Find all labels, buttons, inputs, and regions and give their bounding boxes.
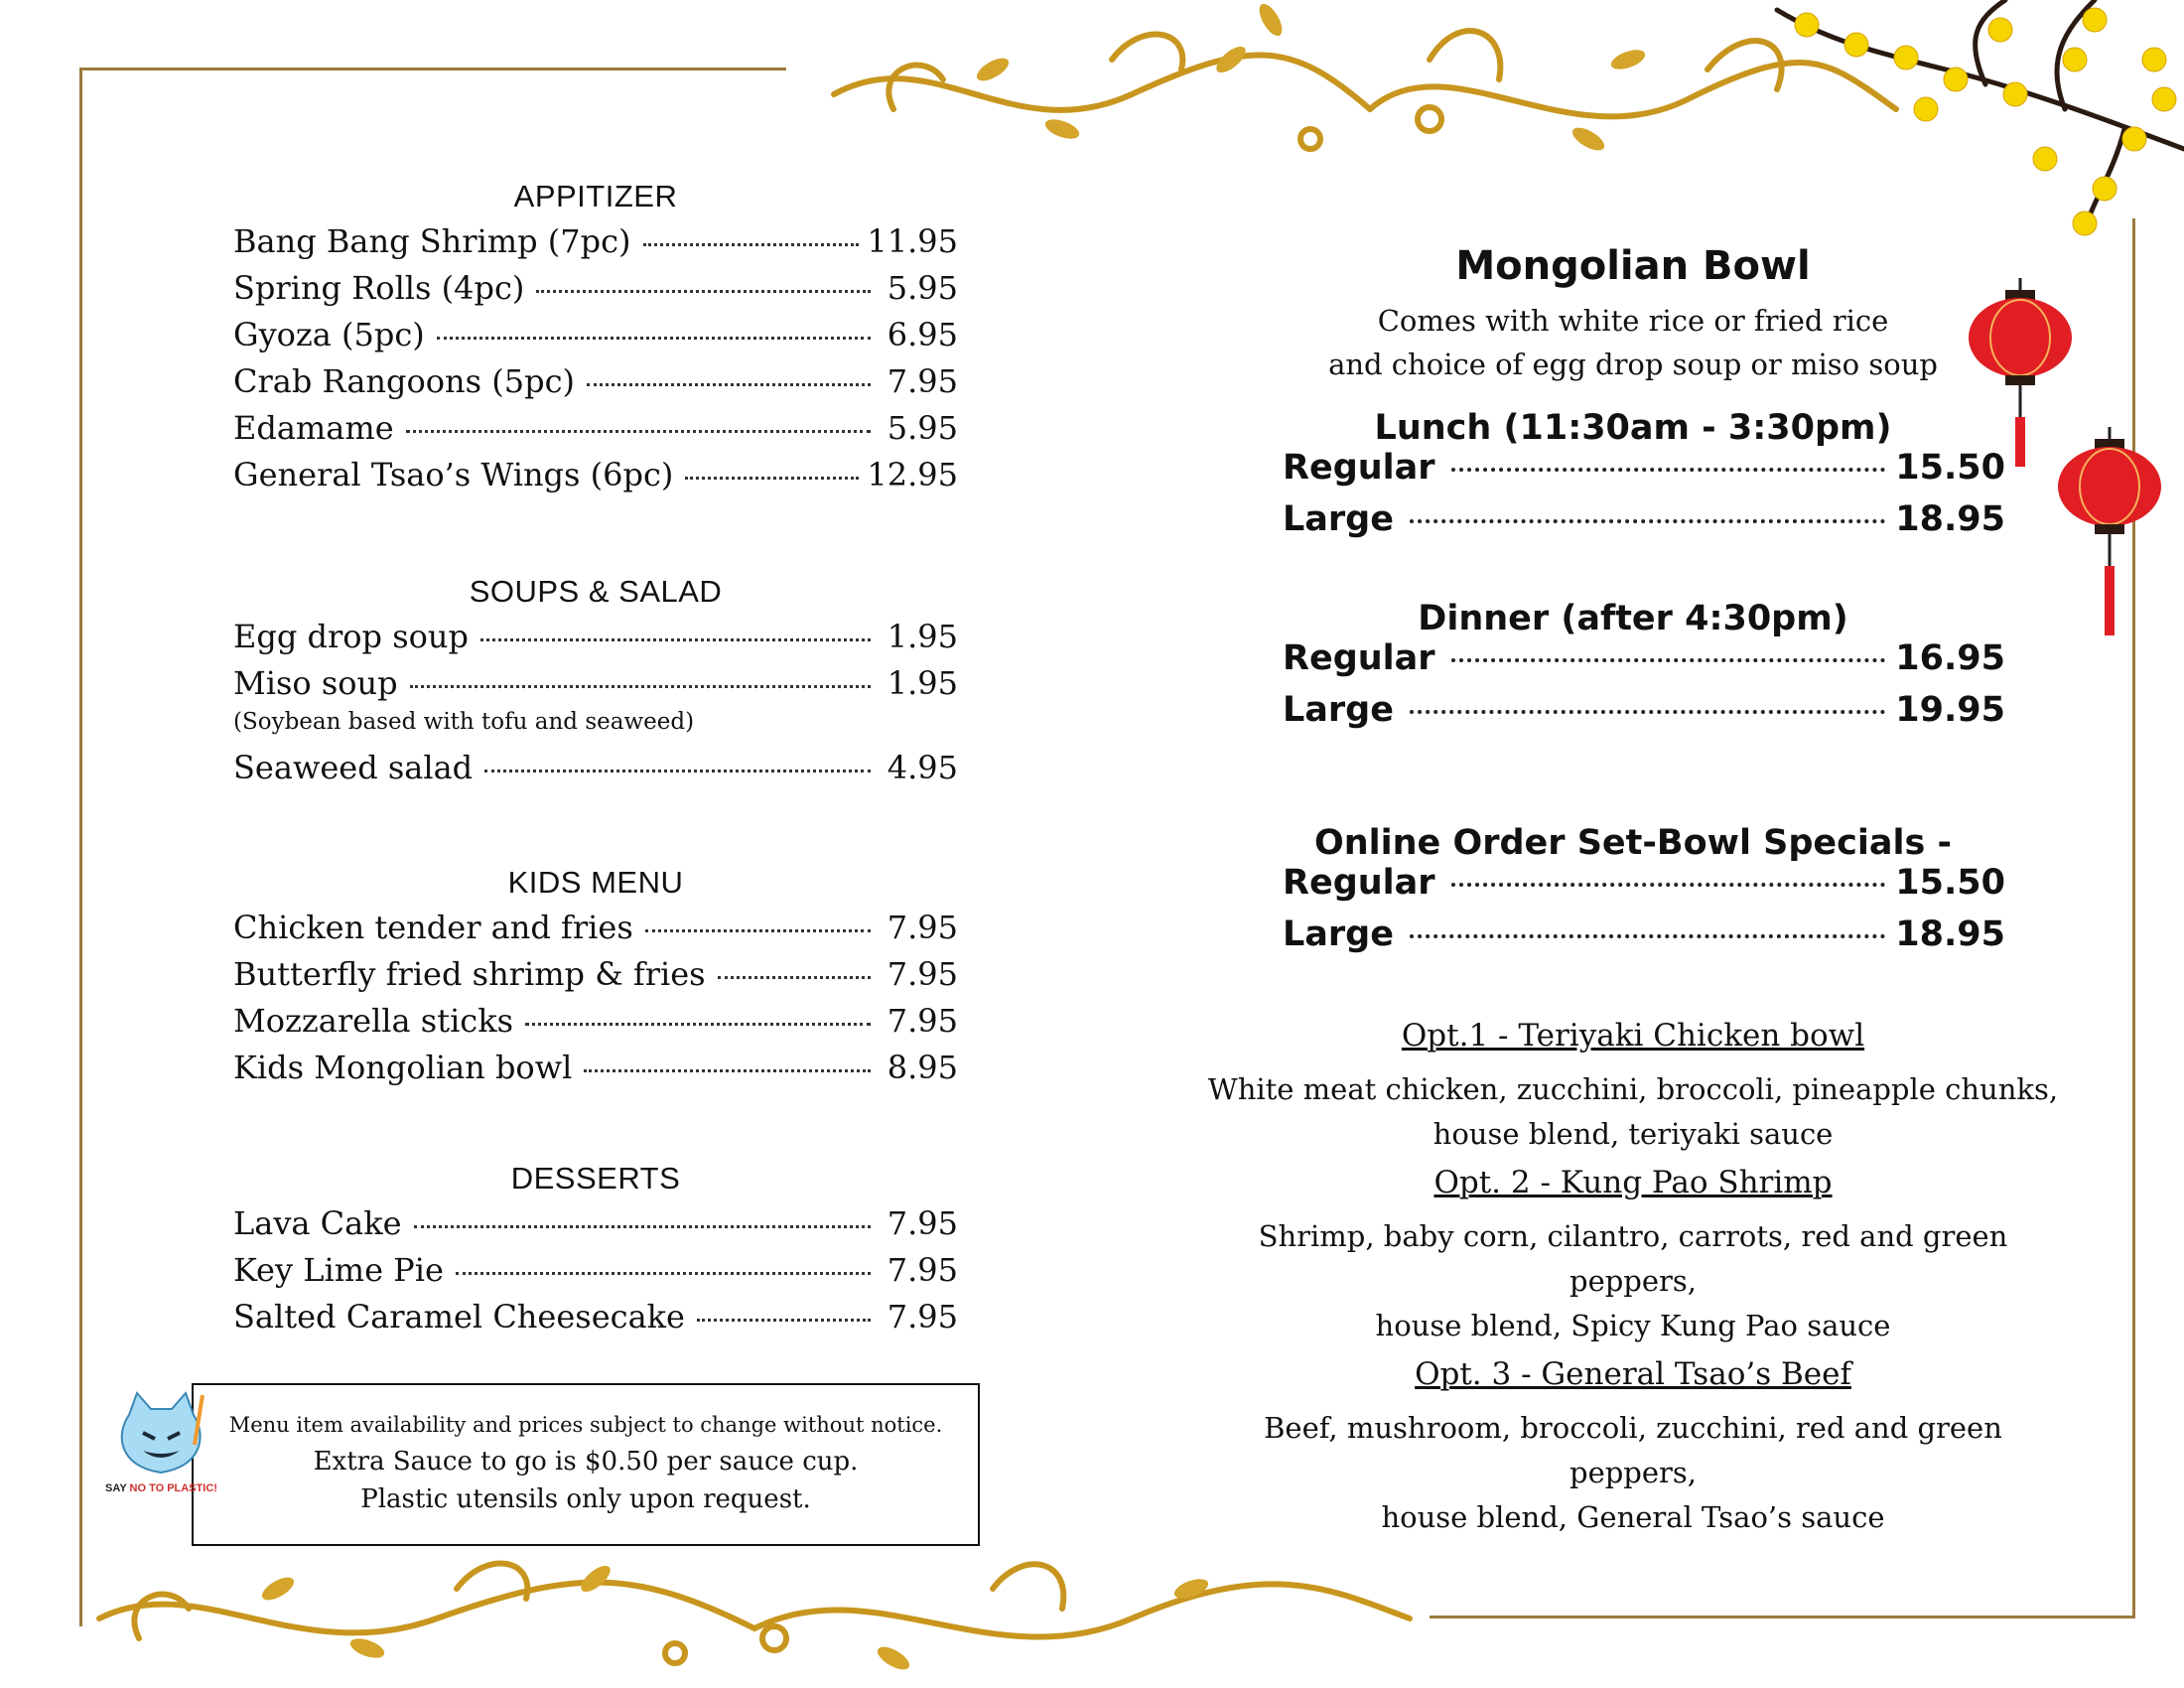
dot-leader <box>480 638 871 641</box>
plastic-bag-mascot-icon <box>99 1385 223 1480</box>
dot-leader <box>645 929 871 932</box>
item-price: 7.95 <box>887 909 958 946</box>
menu-item <box>233 955 958 1002</box>
size-name: Regular <box>1283 638 1435 678</box>
item-price: 1.95 <box>887 618 958 655</box>
size-price: 19.95 <box>1895 690 2005 730</box>
frame-left-top-line <box>79 68 786 70</box>
menu-item <box>233 749 958 795</box>
item-price: 7.95 <box>887 1298 958 1336</box>
size-price: 18.95 <box>1895 914 2005 954</box>
item-name: Egg drop soup <box>233 618 469 655</box>
red-lantern-icon <box>2050 427 2169 645</box>
item-price: 7.95 <box>887 1002 958 1040</box>
price-row <box>1283 863 2005 914</box>
dot-leader <box>1410 519 1885 523</box>
menu-item <box>233 269 958 316</box>
item-price: 7.95 <box>887 1251 958 1289</box>
menu-item <box>233 456 958 502</box>
subtitle-rice: Comes with white rice or fried rice <box>1377 304 1889 338</box>
no-plastic-badge <box>99 1385 223 1494</box>
subtitle-soup: and choice of egg drop soup or miso soup <box>1328 348 1938 381</box>
dot-leader <box>525 1023 871 1026</box>
item-name: Edamame <box>233 409 394 447</box>
item-name: Crab Rangoons (5pc) <box>233 362 575 400</box>
item-price: 8.95 <box>887 1049 958 1086</box>
price-row <box>1283 499 2005 551</box>
left-menu-column <box>233 179 958 1344</box>
dot-leader <box>410 685 871 688</box>
frame-bottom-line <box>1430 1616 2135 1618</box>
item-name: Mozzarella sticks <box>233 1002 514 1040</box>
dot-leader <box>584 1069 871 1072</box>
size-price: 16.95 <box>1895 638 2005 678</box>
badge-text: SAY NO TO PLASTIC! <box>105 1482 217 1494</box>
yellow-blossom-branch <box>1767 0 2184 258</box>
dot-leader <box>718 976 871 979</box>
menu-item <box>233 409 958 456</box>
dinner-header: Dinner (after 4:30pm) <box>1418 599 1848 638</box>
size-name: Regular <box>1283 448 1435 488</box>
dot-leader <box>1451 883 1886 887</box>
dot-leader <box>456 1272 871 1275</box>
dot-leader <box>437 337 871 340</box>
frame-left-line <box>79 68 82 1626</box>
right-menu-column <box>1201 243 2065 1540</box>
online-specials-header: Online Order Set-Bowl Specials - <box>1313 823 1953 863</box>
menu-item <box>233 1002 958 1049</box>
item-price: 5.95 <box>887 269 958 307</box>
size-price: 15.50 <box>1895 863 2005 903</box>
top-gold-ornament <box>814 0 1906 189</box>
dot-leader <box>1410 710 1885 714</box>
item-price: 1.95 <box>887 664 958 702</box>
section-title-appetizer: APPITIZER <box>513 179 678 213</box>
item-price: 12.95 <box>867 456 958 493</box>
notice-line-availability: Menu item availability and prices subject to change without notice. <box>228 1413 943 1437</box>
bottom-gold-ornament <box>79 1529 1430 1688</box>
size-name: Large <box>1283 914 1394 954</box>
option-3-desc-line2: house blend, General Tsao’s sauce <box>1381 1500 1885 1534</box>
dot-leader <box>1410 934 1885 938</box>
menu-item <box>233 1251 958 1298</box>
size-price: 15.50 <box>1895 448 2005 488</box>
dot-leader <box>414 1225 871 1228</box>
menu-item <box>233 1204 958 1251</box>
item-name: Bang Bang Shrimp (7pc) <box>233 222 631 260</box>
mongolian-bowl-title: Mongolian Bowl <box>1455 243 1811 289</box>
price-row <box>1283 448 2005 499</box>
size-name: Large <box>1283 499 1394 539</box>
size-price: 18.95 <box>1895 499 2005 539</box>
item-name: Butterfly fried shrimp & fries <box>233 955 706 993</box>
dot-leader <box>697 1319 871 1322</box>
option-1-desc-line2: house blend, teriyaki sauce <box>1433 1117 1834 1151</box>
item-price: 4.95 <box>887 749 958 786</box>
option-3-title: Opt. 3 - General Tsao’s Beef <box>1415 1356 1851 1392</box>
size-name: Regular <box>1283 863 1435 903</box>
option-2-title: Opt. 2 - Kung Pao Shrimp <box>1433 1165 1833 1200</box>
menu-item <box>233 1298 958 1344</box>
menu-item <box>233 664 958 711</box>
size-name: Large <box>1283 690 1394 730</box>
item-name: Kids Mongolian bowl <box>233 1049 573 1086</box>
dot-leader <box>587 383 871 386</box>
item-name: Chicken tender and fries <box>233 909 633 946</box>
item-price: 7.95 <box>887 955 958 993</box>
menu-item <box>233 316 958 362</box>
option-2-desc-line1: Shrimp, baby corn, cilantro, carrots, red and green peppers, <box>1258 1219 2008 1298</box>
item-name: General Tsao’s Wings (6pc) <box>233 456 674 493</box>
option-3-desc-line1: Beef, mushroom, broccoli, zucchini, red and green peppers, <box>1264 1411 2002 1489</box>
menu-item <box>233 222 958 269</box>
section-title-kids-menu: KIDS MENU <box>507 865 684 900</box>
option-2-desc-line2: house blend, Spicy Kung Pao sauce <box>1375 1309 1891 1342</box>
notice-line-sauce: Extra Sauce to go is $0.50 per sauce cup. <box>313 1447 859 1477</box>
menu-item <box>233 618 958 664</box>
menu-item <box>233 1049 958 1095</box>
price-row <box>1283 638 2005 690</box>
notice-box <box>192 1383 980 1546</box>
item-note: (Soybean based with tofu and seaweed) <box>233 709 695 735</box>
item-price: 7.95 <box>887 1204 958 1242</box>
menu-item <box>233 362 958 409</box>
item-name: Lava Cake <box>233 1204 402 1242</box>
item-name: Seaweed salad <box>233 749 474 786</box>
menu-item <box>233 909 958 955</box>
dot-leader <box>685 477 859 480</box>
dot-leader <box>484 770 871 773</box>
section-title-desserts: DESSERTS <box>510 1161 681 1196</box>
section-title-soups-salad: SOUPS & SALAD <box>469 574 723 609</box>
item-name: Spring Rolls (4pc) <box>233 269 525 307</box>
notice-line-utensils: Plastic utensils only upon request. <box>360 1484 811 1514</box>
dot-leader <box>643 243 860 246</box>
item-price: 7.95 <box>887 362 958 400</box>
item-name: Key Lime Pie <box>233 1251 444 1289</box>
dot-leader <box>1451 468 1886 472</box>
option-1-desc-line1: White meat chicken, zucchini, broccoli, pineapple chunks, <box>1207 1072 2059 1106</box>
item-name: Miso soup <box>233 664 398 702</box>
dot-leader <box>536 290 871 293</box>
item-price: 11.95 <box>867 222 958 260</box>
dot-leader <box>1451 658 1886 662</box>
price-row <box>1283 690 2005 742</box>
item-name: Salted Caramel Cheesecake <box>233 1298 685 1336</box>
dot-leader <box>406 430 871 433</box>
item-name: Gyoza (5pc) <box>233 316 425 353</box>
item-price: 5.95 <box>887 409 958 447</box>
option-1-title: Opt.1 - Teriyaki Chicken bowl <box>1401 1018 1865 1054</box>
item-price: 6.95 <box>887 316 958 353</box>
lunch-header: Lunch (11:30am - 3:30pm) <box>1374 408 1892 448</box>
price-row <box>1283 914 2005 966</box>
